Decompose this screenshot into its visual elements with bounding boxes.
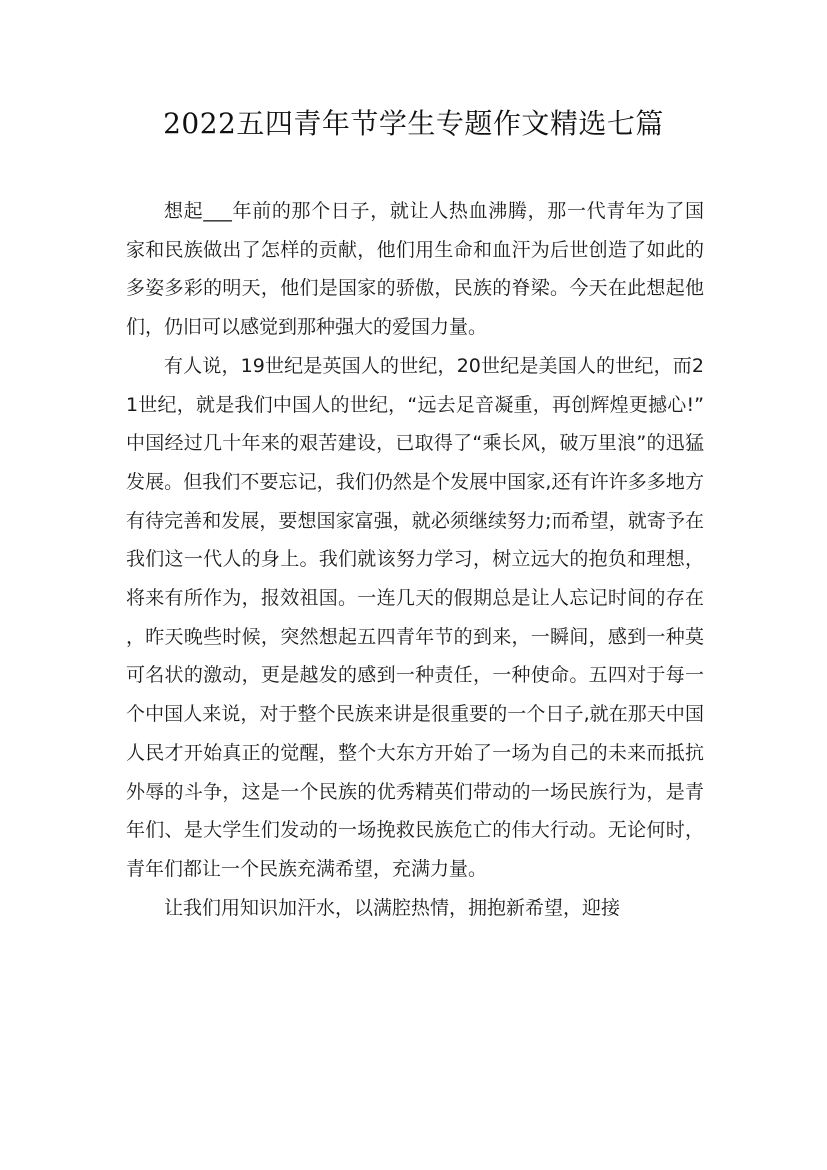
document-title: 2022五四青年节学生专题作文精选七篇 — [163, 107, 664, 140]
paragraph-3: 让我们用知识加汗水，以满腔热情，拥抱新希望，迎接 — [164, 896, 621, 919]
paragraph-2: 有人说，19世纪是英国人的世纪，20世纪是美国人的世纪，而21世纪，就是我们中国人的世纪，“远去足音凝重，再创辉煌更撼心!”中国经过几十年来的艰苦建设，已取得了“乘长风，破万里浪”的迅猛发展。但我们不要忘记，我们仍然是个发展中国家,还有许许多多地方有待完善和发展，要想国家富强，就必须继续努力;而希望，就寄予在我们这一代人的身上。我们就该努力学习，树立远大的抱负和理想，将来有所作为，报效祖国。一连几天的假期总是让人忘记时间的存在，昨天晚些时候，突然想起五四青年节的到来，一瞬间，感到一种莫可名状的激动，更是越发的感到一种责任，一种使命。五四对于每一个中国人来说，对于整个民族来讲是很重要的一个日子,就在那天中国人民才开始真正的觉醒，整个大东方开始了一场为自己的未来而抵抗外辱的斗争，这是一个民族的优秀精英们带动的一场民族行为，是青年们、是大学生们发动的一场挽救民族危亡的伟大行动。无论何时，青年们都让一个民族充满希望，充满力量。 — [126, 354, 704, 880]
paragraph-1: 想起___年前的那个日子，就让人热血沸腾，那一代青年为了国家和民族做出了怎样的贡献，他们用生命和血汗为后世创造了如此的多姿多彩的明天，他们是国家的骄傲，民族的脊梁。今天在此想起他们，仍旧可以感觉到那种强大的爱国力量。 — [126, 200, 704, 339]
document-body — [126, 192, 704, 927]
